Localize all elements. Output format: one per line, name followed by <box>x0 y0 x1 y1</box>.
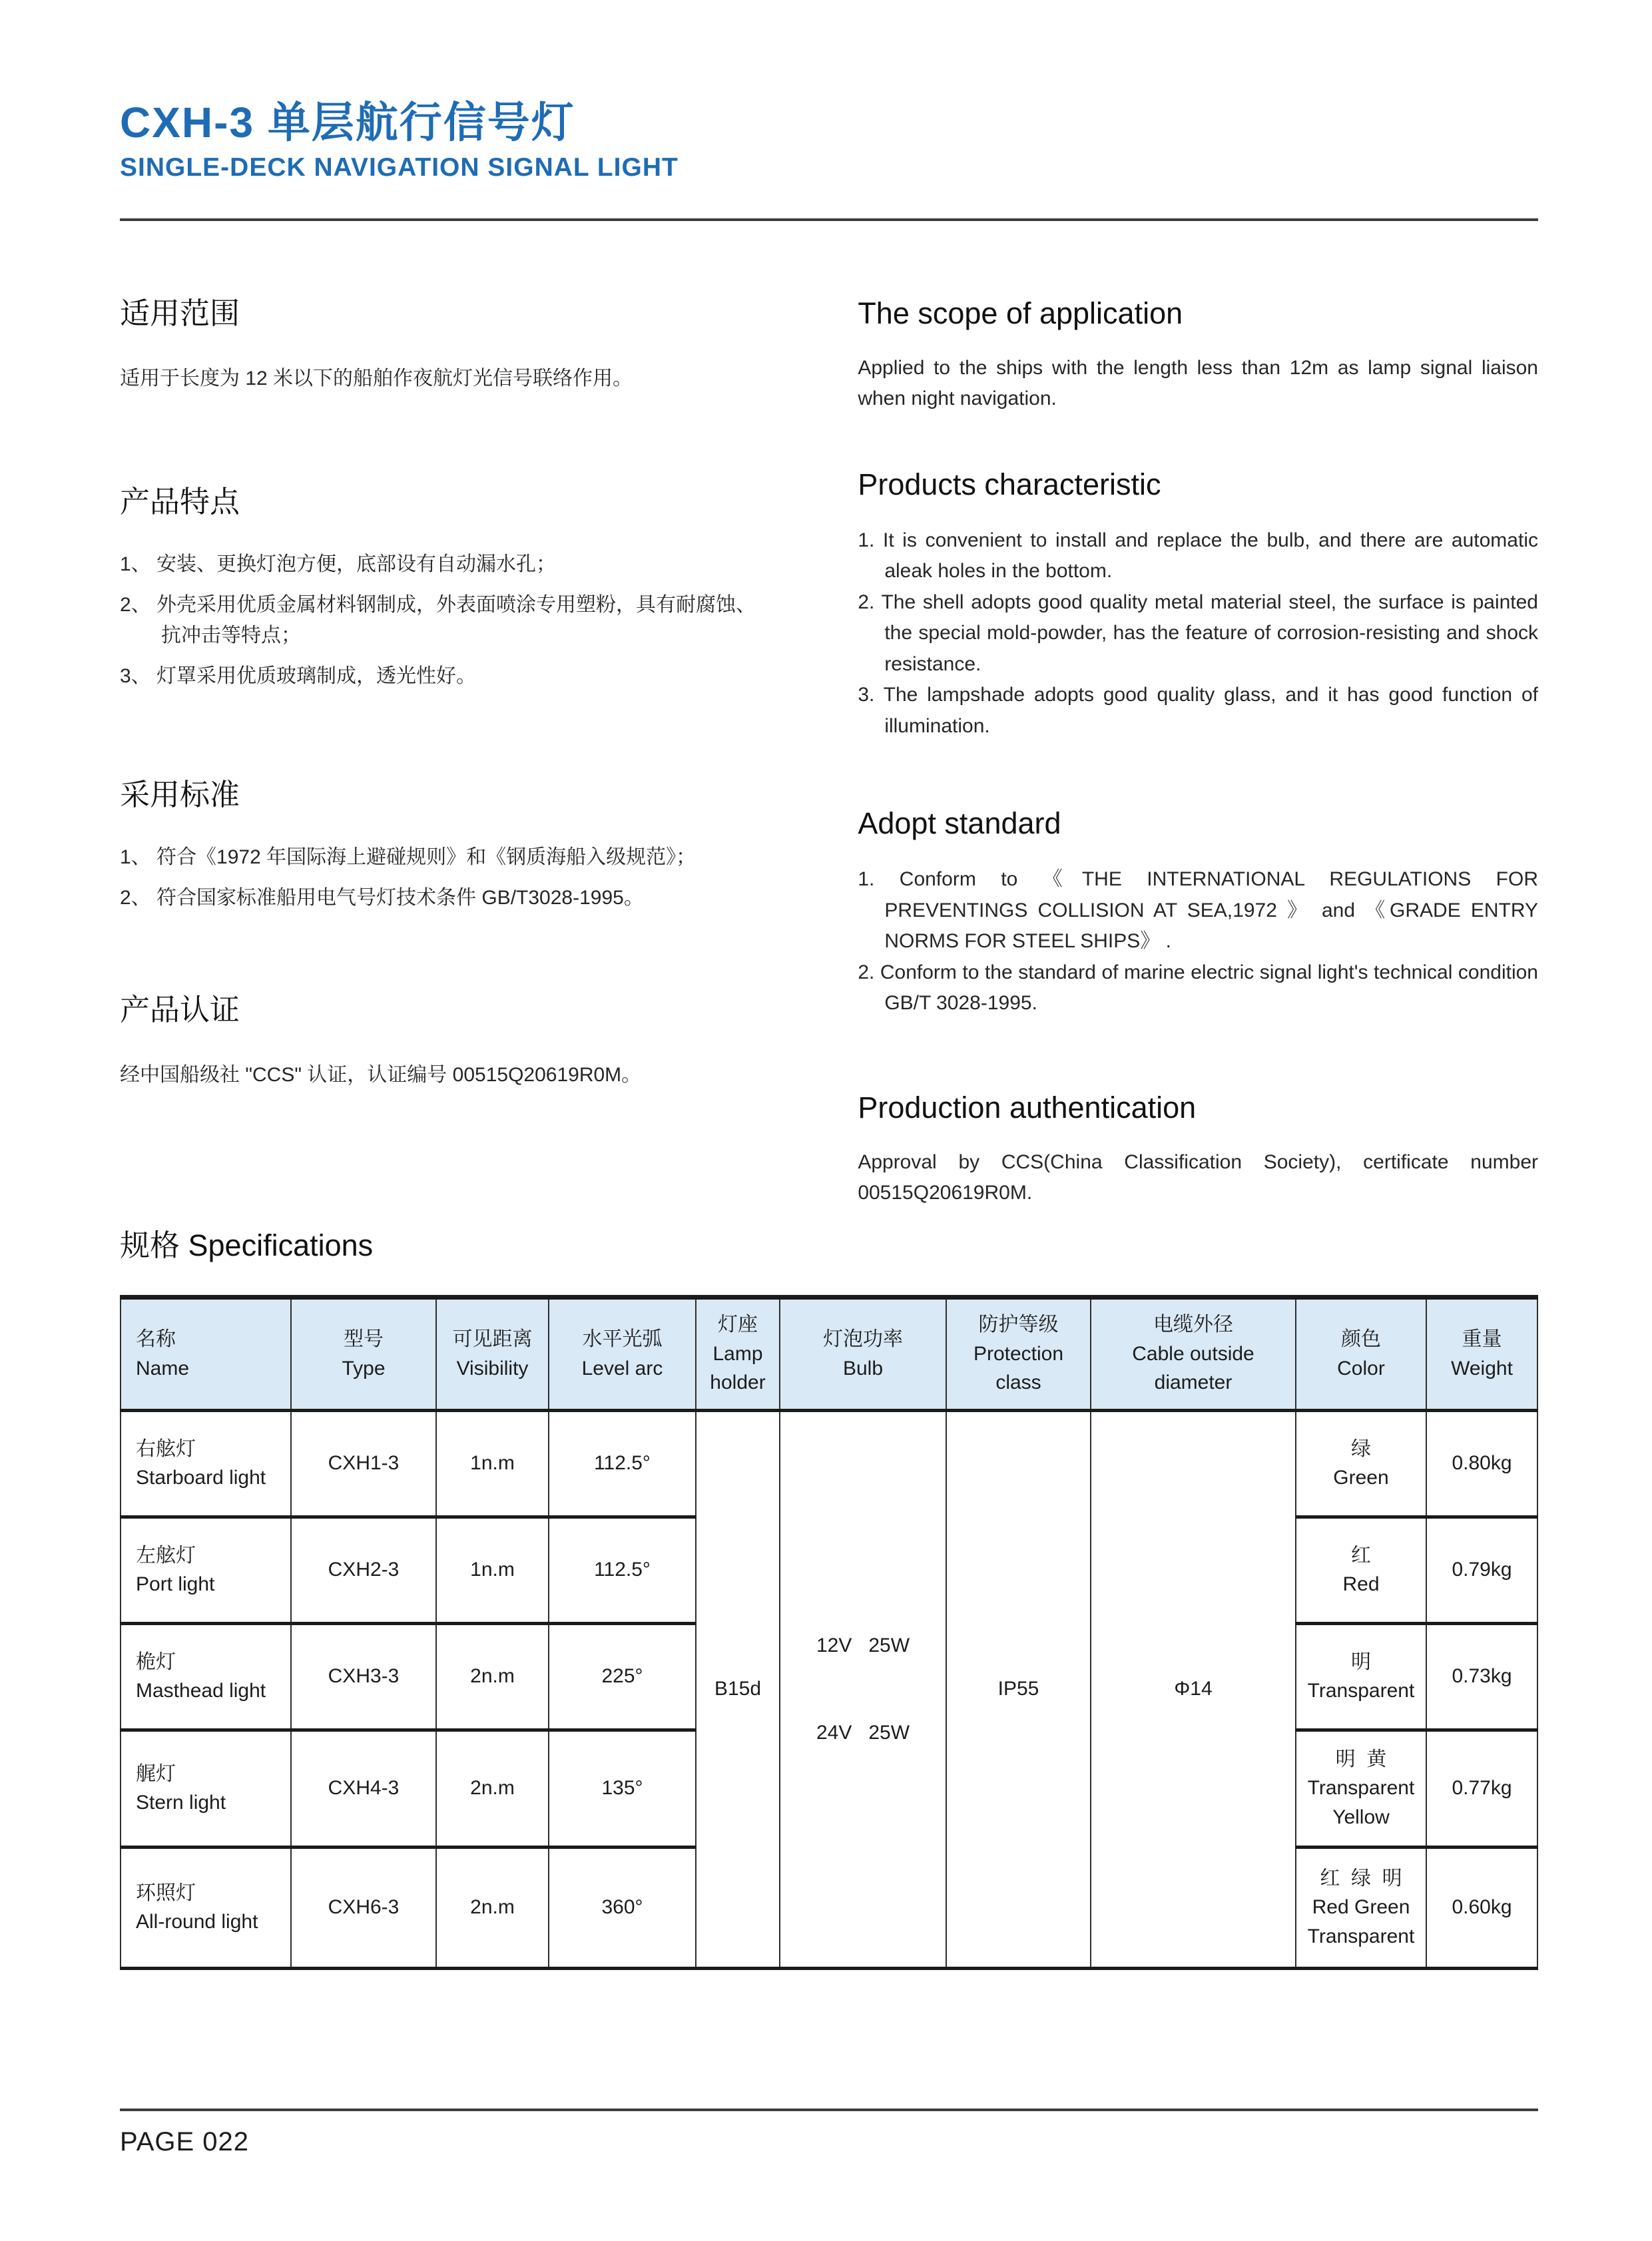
col-header-name <box>121 1297 291 1410</box>
cell-cable-diameter-merged: Φ14 <box>1091 1410 1296 1968</box>
title-block <box>120 99 1538 182</box>
cell-level-arc: 135° <box>549 1730 696 1847</box>
col-header-cable-diameter-en: Cable outside diameter <box>1132 1342 1254 1394</box>
col-header-level-arc-en: Level arc <box>581 1357 663 1379</box>
features-heading-cn: 产品特点 <box>120 485 240 519</box>
cell-level-arc: 112.5° <box>549 1410 696 1517</box>
cell-color-cn: 明 <box>1351 1650 1371 1673</box>
body-columns <box>120 296 1538 1204</box>
cell-weight: 0.60kg <box>1426 1847 1537 1968</box>
cell-type: CXH3-3 <box>291 1623 436 1730</box>
col-header-name-cn: 名称 <box>136 1328 176 1351</box>
cell-lamp-holder-merged: B15d <box>696 1410 780 1968</box>
col-header-cable-diameter-cn: 电缆外径 <box>1153 1314 1233 1336</box>
scope-body-en: Applied to the ships with the length less than 12m as lamp signal liaison when night navigation. <box>858 356 1538 410</box>
cell-color-cn: 绿 <box>1351 1437 1371 1460</box>
cell-color-cn: 红 <box>1351 1544 1371 1567</box>
footer-divider <box>120 2109 1538 2111</box>
cell-name-en: All-round light <box>136 1911 258 1933</box>
col-header-name-en: Name <box>136 1357 190 1379</box>
cell-name-cn: 环照灯 <box>136 1881 196 1904</box>
col-header-weight-en: Weight <box>1451 1357 1513 1379</box>
cell-color-en: Transparent <box>1307 1777 1415 1800</box>
cell-name-cn: 桅灯 <box>136 1650 176 1673</box>
col-header-color-en: Color <box>1337 1357 1385 1379</box>
cell-visibility: 1n.m <box>436 1517 549 1623</box>
bulb-line-2: 24V 25W <box>816 1721 910 1744</box>
cell-name-en: Stern light <box>136 1792 226 1814</box>
cell-color-en: Transparent <box>1307 1680 1415 1702</box>
cell-visibility: 1n.m <box>436 1410 549 1517</box>
col-header-color-cn: 颜色 <box>1341 1328 1381 1351</box>
cell-type: CXH6-3 <box>291 1847 436 1968</box>
cell-color-en: Red Green <box>1312 1896 1410 1919</box>
column-english <box>858 296 1538 1204</box>
col-header-type-cn: 型号 <box>344 1328 384 1351</box>
cell-weight: 0.80kg <box>1426 1410 1537 1517</box>
standard-list-cn <box>120 842 759 913</box>
cell-visibility: 2n.m <box>436 1730 549 1847</box>
cell-color-en2: Transparent <box>1307 1925 1415 1947</box>
table-row <box>121 1410 1537 1517</box>
cell-bulb-merged <box>780 1410 946 1968</box>
col-header-bulb-en: Bulb <box>842 1357 884 1379</box>
specifications-table <box>120 1295 1538 1970</box>
bulb-line-1: 12V 25W <box>816 1634 910 1657</box>
scope-heading-en: The scope of application <box>858 296 1183 330</box>
certification-body-en: Approval by CCS(China Classification Society), certificate number 00515Q20619R0M. <box>858 1150 1538 1204</box>
col-header-type-en: Type <box>342 1357 386 1379</box>
cell-color-en: Green <box>1333 1467 1389 1489</box>
col-header-color <box>1296 1297 1426 1410</box>
col-header-bulb <box>780 1297 946 1410</box>
standard-list-en <box>858 864 1538 1019</box>
specifications-heading: 规格 Specifications <box>120 1228 374 1262</box>
cell-name-en: Masthead light <box>136 1680 266 1702</box>
cell-level-arc: 112.5° <box>549 1517 696 1623</box>
features-heading-en: Products characteristic <box>858 467 1161 501</box>
cell-color-cn: 红 绿 明 <box>1320 1867 1402 1889</box>
cell-protection-class-merged: IP55 <box>946 1410 1091 1968</box>
cell-visibility: 2n.m <box>436 1623 549 1730</box>
list-item: 3. The lampshade adopts good quality glass, and it has good function of illumination. <box>858 684 1538 737</box>
list-item: 1. Conform to 《THE INTERNATIONAL REGULATIONS FOR PREVENTINGS COLLISION AT SEA,1972 》 and 《GRADE ENTRY NORMS FOR STEEL SHIPS》 . <box>858 868 1538 953</box>
cell-type: CXH4-3 <box>291 1730 436 1847</box>
list-item: 1. It is convenient to install and replace the bulb, and there are automatic aleak holes in the bottom. <box>858 529 1538 583</box>
certification-heading-en: Production authentication <box>858 1090 1197 1124</box>
cell-type: CXH1-3 <box>291 1410 436 1517</box>
cell-name <box>121 1623 291 1730</box>
column-chinese <box>120 296 759 1181</box>
col-header-weight-cn: 重量 <box>1462 1328 1502 1351</box>
col-header-visibility <box>436 1297 549 1410</box>
list-item: 3、 灯罩采用优质玻璃制成，透光性好。 <box>120 664 477 687</box>
certification-body-cn: 经中国船级社 "CCS" 认证，认证编号 00515Q20619R0M。 <box>120 1064 642 1087</box>
list-item: 1、 安装、更换灯泡方便，底部设有自动漏水孔； <box>120 553 557 576</box>
cell-name-cn: 右舷灯 <box>136 1437 196 1460</box>
page-title-en: SINGLE-DECK NAVIGATION SIGNAL LIGHT <box>120 152 679 182</box>
cell-weight: 0.79kg <box>1426 1517 1537 1623</box>
page-title-cn: CXH-3 单层航行信号灯 <box>120 99 575 146</box>
cell-name <box>121 1410 291 1517</box>
features-list-cn <box>120 549 759 692</box>
cell-color <box>1296 1847 1426 1968</box>
cell-color <box>1296 1517 1426 1623</box>
scope-body-cn: 适用于长度为 12 米以下的船舶作夜航灯光信号联络作用。 <box>120 367 633 389</box>
cell-color-cn: 明 黄 <box>1335 1748 1387 1770</box>
standard-heading-en: Adopt standard <box>858 806 1061 841</box>
list-item: 2. The shell adopts good quality metal material steel, the surface is painted the special mold-powder, has the feature of corrosion-resisting and shock resistance. <box>858 591 1538 675</box>
col-header-visibility-en: Visibility <box>456 1357 529 1379</box>
page-number: PAGE 022 <box>120 2126 250 2156</box>
list-item: 2、 外壳采用优质金属材料钢制成，外表面喷涂专用塑粉，具有耐腐蚀、抗冲击等特点； <box>120 593 756 647</box>
cell-visibility: 2n.m <box>436 1847 549 1968</box>
title-divider <box>120 218 1538 221</box>
cell-color-en: Red <box>1342 1573 1380 1596</box>
col-header-cable-diameter <box>1091 1297 1296 1410</box>
col-header-protection-class-en: Protection class <box>973 1342 1064 1394</box>
cell-level-arc: 360° <box>549 1847 696 1968</box>
cell-name-cn: 左舷灯 <box>136 1544 196 1567</box>
cell-level-arc: 225° <box>549 1623 696 1730</box>
col-header-protection-class-cn: 防护等级 <box>978 1314 1059 1336</box>
cell-name <box>121 1517 291 1623</box>
cell-type: CXH2-3 <box>291 1517 436 1623</box>
cell-name-cn: 艉灯 <box>136 1762 176 1785</box>
col-header-visibility-cn: 可见距离 <box>452 1328 533 1351</box>
cell-name-en: Starboard light <box>136 1467 266 1489</box>
col-header-type <box>291 1297 436 1410</box>
list-item: 2、 符合国家标准船用电气号灯技术条件 GB/T3028-1995。 <box>120 886 644 909</box>
col-header-lamp-holder-cn: 灯座 <box>718 1314 758 1336</box>
features-list-en <box>858 525 1538 742</box>
cell-color <box>1296 1623 1426 1730</box>
cell-color <box>1296 1410 1426 1517</box>
cell-color-en2: Yellow <box>1332 1806 1390 1828</box>
standard-heading-cn: 采用标准 <box>120 778 240 812</box>
col-header-bulb-cn: 灯泡功率 <box>823 1328 903 1351</box>
col-header-weight <box>1426 1297 1537 1410</box>
cell-color <box>1296 1730 1426 1847</box>
col-header-level-arc-cn: 水平光弧 <box>582 1328 663 1351</box>
col-header-lamp-holder <box>696 1297 780 1410</box>
certification-heading-cn: 产品认证 <box>120 993 240 1027</box>
cell-name-en: Port light <box>136 1573 215 1596</box>
table-header <box>121 1297 1537 1410</box>
list-item: 1、 符合《1972 年国际海上避碰规则》和《钢质海船入级规范》； <box>120 846 696 869</box>
list-item: 2. Conform to the standard of marine electric signal light's technical condition GB/T 3028-1995. <box>858 961 1538 1015</box>
cell-name <box>121 1730 291 1847</box>
cell-name <box>121 1847 291 1968</box>
cell-weight: 0.77kg <box>1426 1730 1537 1847</box>
col-header-lamp-holder-en: Lamp holder <box>710 1342 766 1394</box>
scope-heading-cn: 适用范围 <box>120 296 240 330</box>
col-header-protection-class <box>946 1297 1091 1410</box>
col-header-level-arc <box>549 1297 696 1410</box>
table-body <box>121 1410 1537 1968</box>
cell-weight: 0.73kg <box>1426 1623 1537 1730</box>
